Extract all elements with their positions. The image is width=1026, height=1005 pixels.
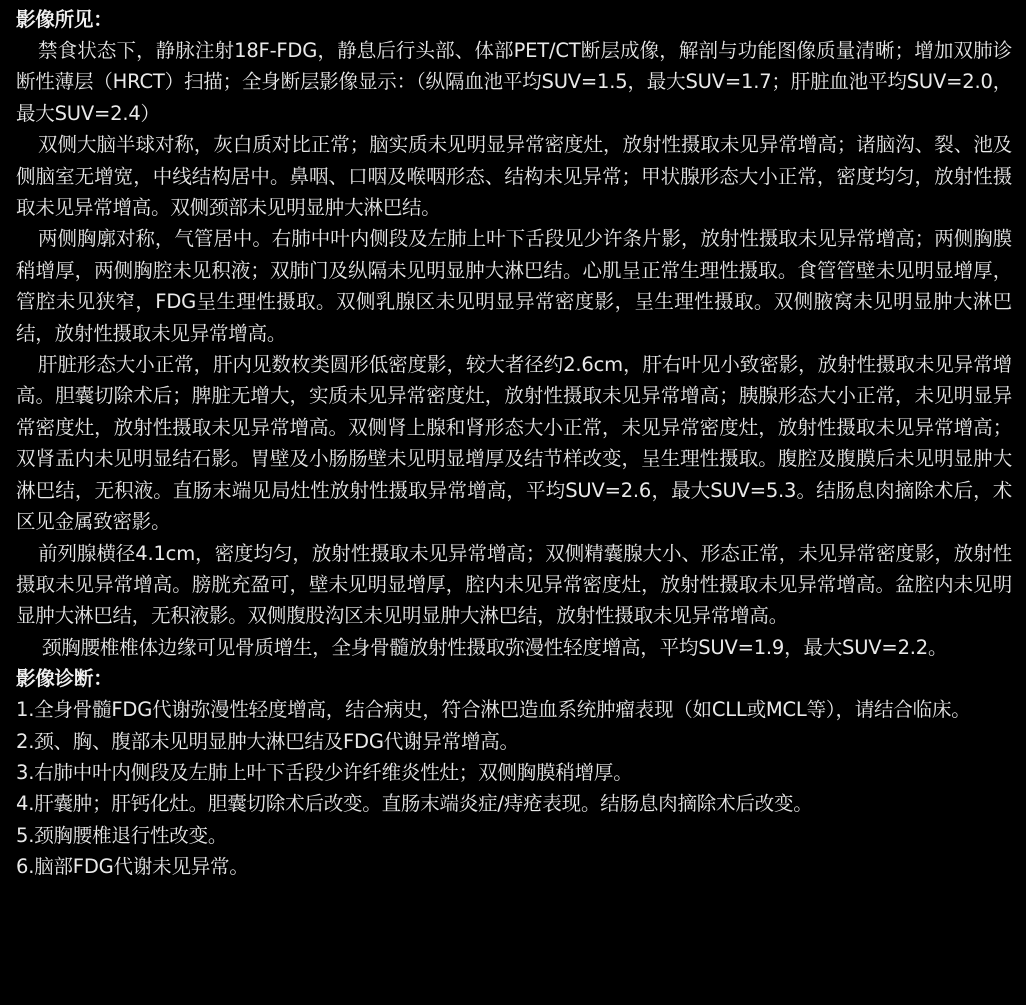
diagnosis-heading: 影像诊断： [16,667,113,691]
diagnosis-item: 1.全身骨髓FDG代谢弥漫性轻度增高，结合病史，符合淋巴造血系统肿瘤表现（如CLL或MCL等），请结合临床。 [16,698,971,722]
diagnosis-item: 2.颈、胸、腹部未见明显肿大淋巴结及FDG代谢异常增高。 [16,729,519,753]
findings-paragraph-intro: 禁食状态下，静脉注射18F-FDG，静息后行头部、体部PET/CT断层成像，解剖与功能图像质量清晰；增加双肺诊断性薄层（HRCT）扫描；全身断层影像显示：（纵隔血池平均SUV=1.5，最大SUV=1.7；肝脏血池平均SUV=2.0，最大SUV=2.4） [16,39,1012,125]
diagnosis-item: 4.肝囊肿；肝钙化灶。胆囊切除术后改变。直肠末端炎症/痔疮表现。结肠息肉摘除术后改变。 [16,792,813,816]
diagnosis-item: 6.脑部FDG代谢未见异常。 [16,855,249,879]
findings-paragraph-bone: 颈胸腰椎椎体边缘可见骨质增生，全身骨髓放射性摄取弥漫性轻度增高，平均SUV=1.9，最大SUV=2.2。 [42,635,948,659]
findings-paragraph-pelvis: 前列腺横径4.1cm，密度均匀，放射性摄取未见异常增高；双侧精囊腺大小、形态正常，未见异常密度影，放射性摄取未见异常增高。膀胱充盈可，壁未见明显增厚，腔内未见异常密度灶，放射性摄取未见异常增高。盆腔内未见明显肿大淋巴结，无积液影。双侧腹股沟区未见明显肿大淋巴结，放射性摄取未见异常增高。 [16,541,1012,628]
findings-paragraph-chest: 两侧胸廓对称，气管居中。右肺中叶内侧段及左肺上叶下舌段见少许条片影，放射性摄取未见异常增高；两侧胸膜稍增厚，两侧胸腔未见积液；双肺门及纵隔未见明显肿大淋巴结。心肌呈正常生理性摄取。食管管壁未见明显增厚，管腔未见狭窄，FDG呈生理性摄取。双侧乳腺区未见明显异常密度影，呈生理性摄取。双侧腋窝未见明显肿大淋巴结，放射性摄取未见异常增高。 [16,227,1012,345]
diagnosis-item: 5.颈胸腰椎退行性改变。 [16,823,228,847]
diagnosis-item: 3.右肺中叶内侧段及左肺上叶下舌段少许纤维炎性灶；双侧胸膜稍增厚。 [16,760,633,784]
findings-paragraph-head-neck: 双侧大脑半球对称，灰白质对比正常；脑实质未见明显异常密度灶，放射性摄取未见异常增高；诸脑沟、裂、池及侧脑室无增宽，中线结构居中。鼻咽、口咽及喉咽形态、结构未见异常；甲状腺形态大小正常，密度均匀，放射性摄取未见异常增高。双侧颈部未见明显肿大淋巴结。 [16,133,1012,220]
findings-paragraph-abdomen: 肝脏形态大小正常，肝内见数枚类圆形低密度影，较大者径约2.6cm，肝右叶见小致密影，放射性摄取未见异常增高。胆囊切除术后；脾脏无增大，实质未见异常密度灶，放射性摄取未见异常增高；胰腺形态大小正常，未见明显异常密度灶，放射性摄取未见异常增高。双侧肾上腺和肾形态大小正常，未见异常密度灶，放射性摄取未见异常增高；双肾盂内未见明显结石影。胃壁及小肠肠壁未见明显增厚及结节样改变，呈生理性摄取。腹腔及腹膜后未见明显肿大淋巴结，无积液。直肠末端见局灶性放射性摄取异常增高，平均SUV=2.6，最大SUV=5.3。结肠息肉摘除术后，术区见金属致密影。 [16,353,1012,534]
findings-heading: 影像所见： [16,8,113,31]
